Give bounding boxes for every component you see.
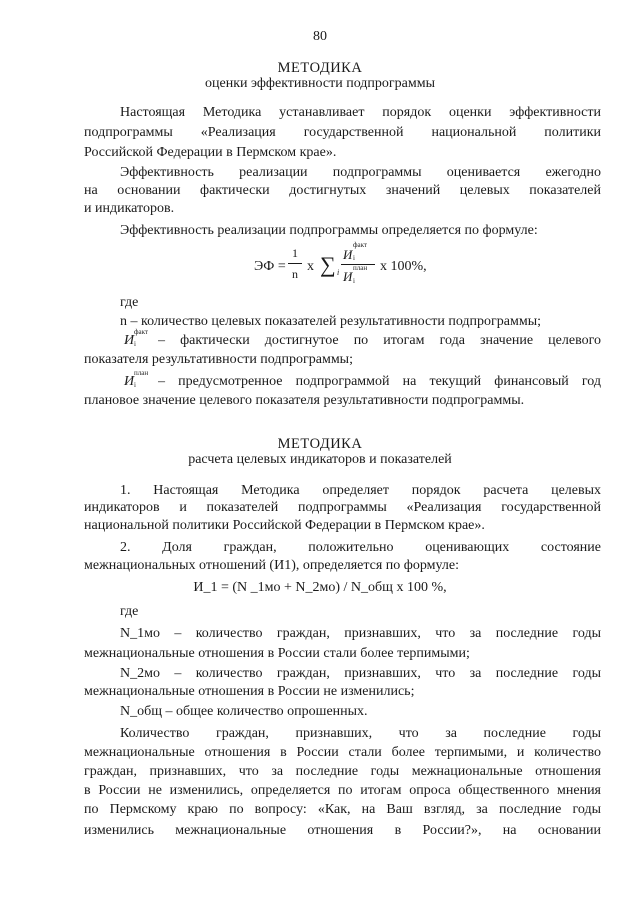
def-plan-sub: i (134, 381, 136, 389)
section2-para-line4: в России не изменились, определяется по итогам опроса общественного мнения (84, 783, 601, 798)
def-n: n – количество целевых показателей результативности подпрограммы; (120, 314, 542, 329)
denominator-var: И (343, 269, 353, 284)
def-fact-sub: i (134, 340, 136, 348)
section2-item1-line3: национальной политики Российской Федерации в Пермском крае». (84, 518, 485, 533)
section2-item1-line1: 1. Настоящая Методика определяет порядок расчета целевых (120, 483, 601, 498)
section1-para1-line2: подпрограммы «Реализация государственной национальной политики (84, 125, 601, 140)
page-number: 80 (313, 29, 327, 44)
efficiency-formula (0, 240, 640, 292)
def-n2-line1: N_2мо – количество граждан, признавших, что за последние годы (120, 666, 601, 681)
formula-lhs: ЭФ = (254, 259, 286, 274)
section2-para-line2: межнациональные отношения в России стали более терпимыми, и количество (84, 745, 601, 760)
section2-item2-line1: 2. Доля граждан, положительно оценивающих состояние (120, 540, 601, 555)
numerator-sup: факт (353, 241, 368, 249)
formula-tail: x 100%, (380, 259, 427, 274)
formula-n: n (292, 267, 298, 281)
def-plan-line2: плановое значение целевого показателя результативности подпрограммы. (84, 393, 525, 408)
formula-times: x (307, 259, 314, 274)
def-fact-sup: факт (134, 328, 149, 336)
section2-para-line1: Количество граждан, признавших, что за последние годы (120, 726, 601, 741)
sigma-subscript: i (337, 268, 340, 277)
section1-subtitle: оценки эффективности подпрограммы (205, 76, 435, 91)
formula-one: 1 (292, 246, 298, 260)
indicator-formula: И_1 = (N _1мо + N_2мо) / N_общ x 100 %, (193, 580, 447, 595)
section1-para2-line3: и индикаторов. (84, 201, 175, 216)
def-plan-line1: – предусмотренное подпрограммой на текущий финансовый год (158, 374, 601, 389)
def-plan-symbol: И (124, 374, 135, 389)
sigma-symbol: ∑ (320, 252, 336, 277)
numerator-sub: i (353, 254, 355, 262)
def-nobsh: N_общ – общее количество опрошенных. (120, 704, 368, 719)
section1-para1-line3: Российской Федерации в Пермском крае». (84, 145, 337, 160)
def-fact-line2: показателя результативности подпрограммы; (84, 352, 353, 367)
denominator-sub: i (353, 277, 355, 285)
section1-para1-line1: Настоящая Методика устанавливает порядок оценки эффективности (120, 105, 601, 120)
def-plan-sup: план (134, 369, 149, 377)
formula-fraction-bar-1 (288, 263, 302, 264)
section1-where: где (120, 295, 139, 310)
def-fact-line1: – фактически достигнутое по итогам года значение целевого (158, 333, 601, 348)
section2-title: МЕТОДИКА (277, 436, 363, 452)
def-n1-line2: межнациональные отношения в России стали более терпимыми; (84, 646, 470, 661)
section1-para2-line2: на основании фактически достигнутых значений целевых показателей (84, 183, 601, 198)
section1-para2-line1: Эффективность реализации подпрограммы оценивается ежегодно (120, 165, 601, 180)
def-n1-line1: N_1мо – количество граждан, признавших, что за последние годы (120, 626, 601, 641)
section2-para-line3: граждан, признавших, что за последние годы межнациональные отношения (84, 764, 601, 779)
section2-where: где (120, 604, 139, 619)
section2-para-line5: по Пермскому краю по вопросу: «Как, на Ваш взгляд, за последние годы (84, 802, 601, 817)
def-fact-symbol: И (124, 333, 135, 348)
section2-item2-line2: межнациональных отношений (И1), определяется по формуле: (84, 558, 459, 573)
section2-subtitle: расчета целевых индикаторов и показателей (188, 452, 452, 467)
section1-para3: Эффективность реализации подпрограммы определяется по формуле: (120, 223, 538, 238)
denominator-sup: план (353, 264, 368, 272)
numerator-var: И (343, 247, 353, 262)
def-n2-line2: межнациональные отношения в России не изменились; (84, 684, 415, 699)
section1-title: МЕТОДИКА (277, 60, 363, 76)
section2-para-line6: изменились межнациональные отношения в России?», на основании (84, 823, 601, 838)
section2-item1-line2: индикаторов и показателей подпрограммы «Реализация государственной (84, 500, 601, 515)
